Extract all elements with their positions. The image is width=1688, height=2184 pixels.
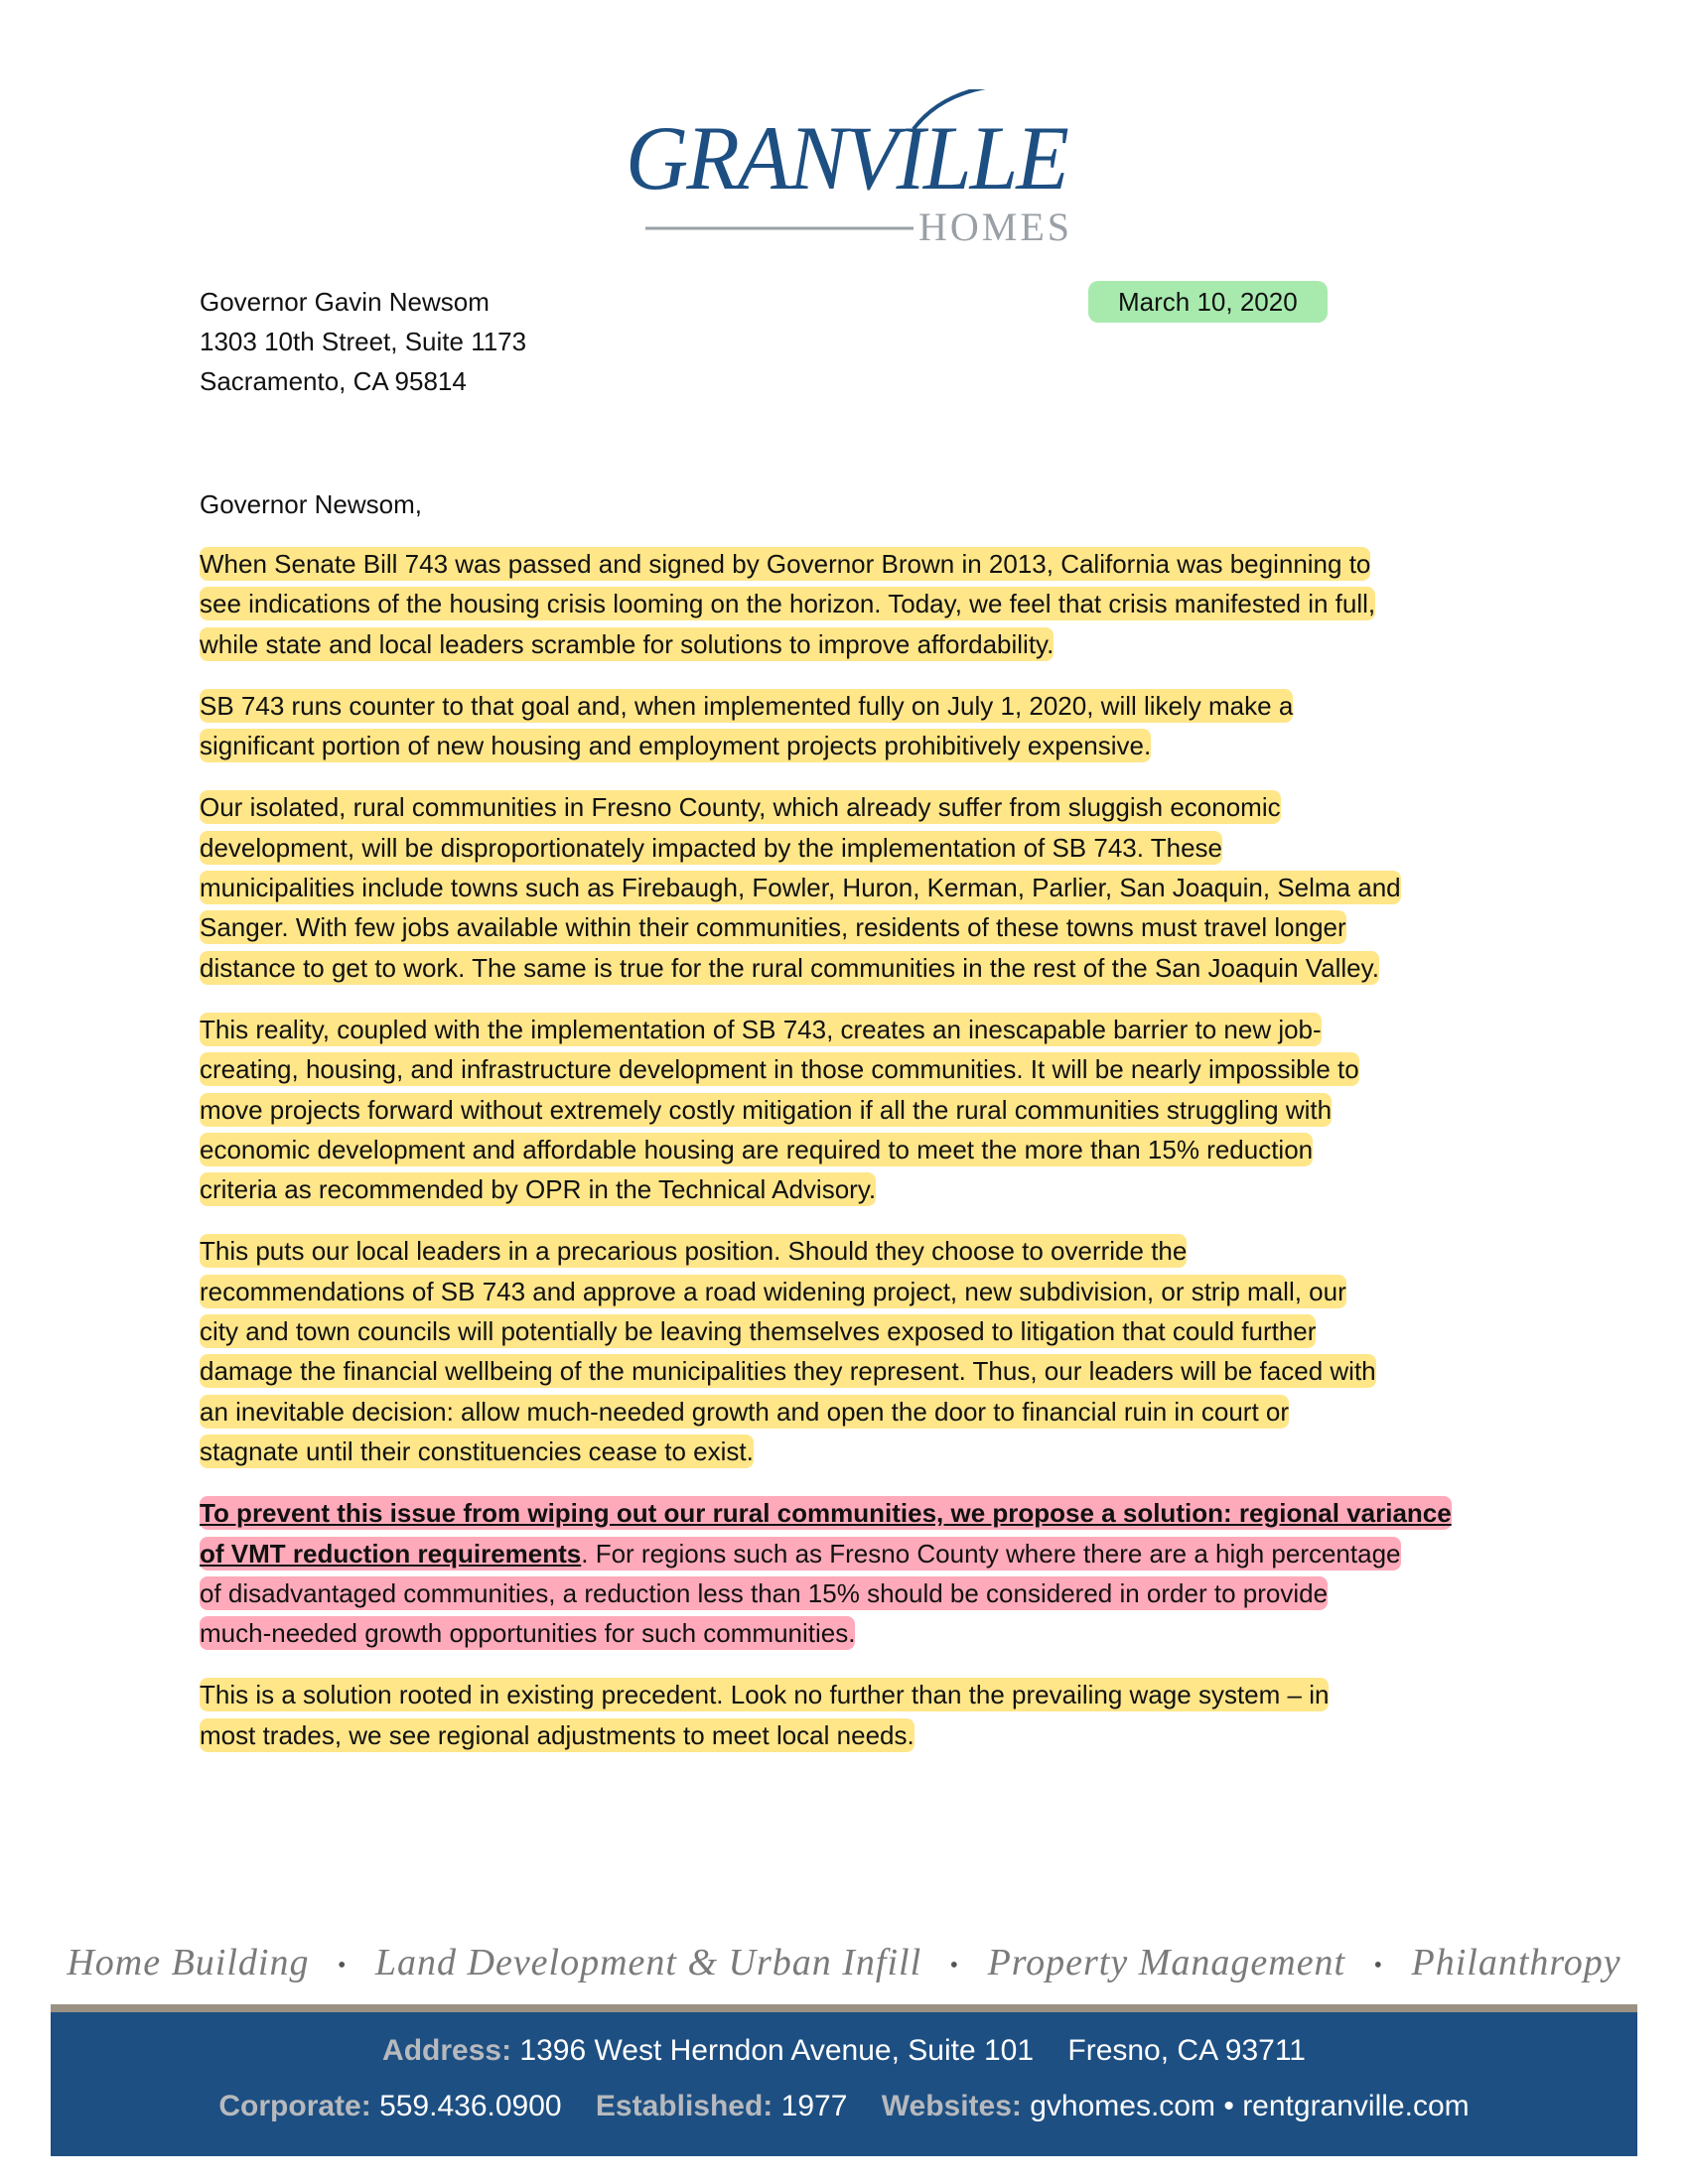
paragraph-line: damage the financial wellbeing of the municipalities they represent. Thus, our leaders will be faced with xyxy=(200,1356,1376,1387)
footer-divider xyxy=(51,2004,1637,2012)
established-label: Established: xyxy=(595,2090,774,2122)
proposal-bold-phrase: of VMT reduction requirements xyxy=(200,1538,582,1569)
city-value: Fresno, CA 93711 xyxy=(1067,2034,1306,2067)
service-land-development: Land Development & Urban Infill xyxy=(374,1942,922,1983)
paragraph-line: economic development and affordable housing are required to meet the more than 15% reduction xyxy=(200,1134,1314,1164)
paragraph-line: This is a solution rooted in existing precedent. Look no further than the prevailing wage system – in xyxy=(200,1680,1330,1710)
services-tagline xyxy=(0,1941,1688,1984)
paragraph-6 xyxy=(200,1493,1485,1653)
paragraph-3 xyxy=(200,787,1485,987)
footer-contact-row xyxy=(51,2090,1637,2123)
footer-band xyxy=(51,2012,1637,2156)
service-property-management: Property Management xyxy=(987,1942,1346,1983)
paragraph-line: When Senate Bill 743 was passed and signed by Governor Brown in 2013, California was beginning to xyxy=(200,549,1371,579)
paragraph-line: most trades, we see regional adjustments to meet local needs. xyxy=(200,1719,914,1750)
letter-body xyxy=(200,544,1485,1777)
paragraph-line: recommendations of SB 743 and approve a road widening project, new subdivision, or strip mall, our xyxy=(200,1276,1346,1306)
paragraph-line: SB 743 runs counter to that goal and, when implemented fully on July 1, 2020, will likely make a xyxy=(200,690,1294,721)
paragraph-line: stagnate until their constituencies cease to exist. xyxy=(200,1435,754,1466)
paragraph-line: Sanger. With few jobs available within their communities, residents of these towns must travel longer xyxy=(200,912,1346,943)
salutation: Governor Newsom, xyxy=(200,489,422,519)
paragraph-2 xyxy=(200,686,1485,766)
corporate-label: Corporate: xyxy=(218,2090,371,2122)
corporate-phone: 559.436.0900 xyxy=(379,2090,562,2122)
established-year: 1977 xyxy=(780,2090,848,2122)
paragraph-line: Our isolated, rural communities in Fresno County, which already suffer from sluggish economic xyxy=(200,792,1281,823)
paragraph-line: much-needed growth opportunities for such communities. xyxy=(200,1618,856,1649)
letter-date xyxy=(1088,282,1328,322)
paragraph-line: significant portion of new housing and employment projects prohibitively expensive. xyxy=(200,731,1152,761)
paragraph-1 xyxy=(200,544,1485,664)
website-link[interactable]: rentgranville.com xyxy=(1242,2090,1470,2122)
website-separator: • xyxy=(1223,2090,1234,2122)
services-separator: • xyxy=(1373,1952,1384,1979)
website-link[interactable]: gvhomes.com xyxy=(1030,2090,1215,2122)
granville-homes-logo xyxy=(616,89,1092,258)
footer-address-row xyxy=(51,2034,1637,2068)
proposal-line-rest: . For regions such as Fresno County where there are a high percentage xyxy=(581,1538,1401,1569)
paragraph-line: This puts our local leaders in a precarious position. Should they choose to override the xyxy=(200,1236,1188,1267)
recipient-address xyxy=(200,282,526,401)
services-separator: • xyxy=(337,1952,348,1979)
paragraph-line: while state and local leaders scramble for solutions to improve affordability. xyxy=(200,628,1055,659)
proposal-bold-line: To prevent this issue from wiping out our rural communities, we propose a solution: regional variance xyxy=(200,1498,1452,1529)
paragraph-line: city and town councils will potentially be leaving themselves exposed to litigation that could further xyxy=(200,1316,1317,1347)
address-label: Address: xyxy=(382,2034,512,2067)
paragraph-line: municipalities include towns such as Firebaugh, Fowler, Huron, Kerman, Parlier, San Joaquin, Selma and xyxy=(200,873,1401,903)
paragraph-line: move projects forward without extremely costly mitigation if all the rural communities struggling with xyxy=(200,1094,1333,1125)
paragraph-7 xyxy=(200,1675,1485,1755)
service-home-building: Home Building xyxy=(67,1942,310,1983)
paragraph-5 xyxy=(200,1231,1485,1471)
paragraph-4 xyxy=(200,1010,1485,1209)
services-separator: • xyxy=(949,1952,960,1979)
paragraph-line: This reality, coupled with the implementation of SB 743, creates an inescapable barrier to new job- xyxy=(200,1014,1322,1044)
paragraph-line: distance to get to work. The same is true for the rural communities in the rest of the San Joaquin Valley. xyxy=(200,952,1379,983)
paragraph-line: an inevitable decision: allow much-needed growth and open the door to financial ruin in court or xyxy=(200,1396,1290,1427)
logo-brand-text: GRANVILLE xyxy=(626,107,1068,208)
recipient-address-line1: 1303 10th Street, Suite 1173 xyxy=(200,327,527,356)
service-philanthropy: Philanthropy xyxy=(1411,1942,1621,1983)
date-text: March 10, 2020 xyxy=(1088,281,1328,323)
recipient-name: Governor Gavin Newsom xyxy=(200,287,490,317)
recipient-address-line2: Sacramento, CA 95814 xyxy=(200,366,467,396)
paragraph-line: creating, housing, and infrastructure development in those communities. It will be nearly impossible to xyxy=(200,1054,1359,1085)
paragraph-line: criteria as recommended by OPR in the Technical Advisory. xyxy=(200,1174,877,1205)
websites-label: Websites: xyxy=(881,2090,1022,2122)
address-value: 1396 West Herndon Avenue, Suite 101 xyxy=(519,2034,1035,2067)
paragraph-line: development, will be disproportionately impacted by the implementation of SB 743. These xyxy=(200,832,1222,863)
logo-sub-text: HOMES xyxy=(918,205,1073,249)
paragraph-line: see indications of the housing crisis looming on the horizon. Today, we feel that crisis manifested in full, xyxy=(200,589,1376,619)
paragraph-line: of disadvantaged communities, a reduction less than 15% should be considered in order to provide xyxy=(200,1577,1329,1608)
